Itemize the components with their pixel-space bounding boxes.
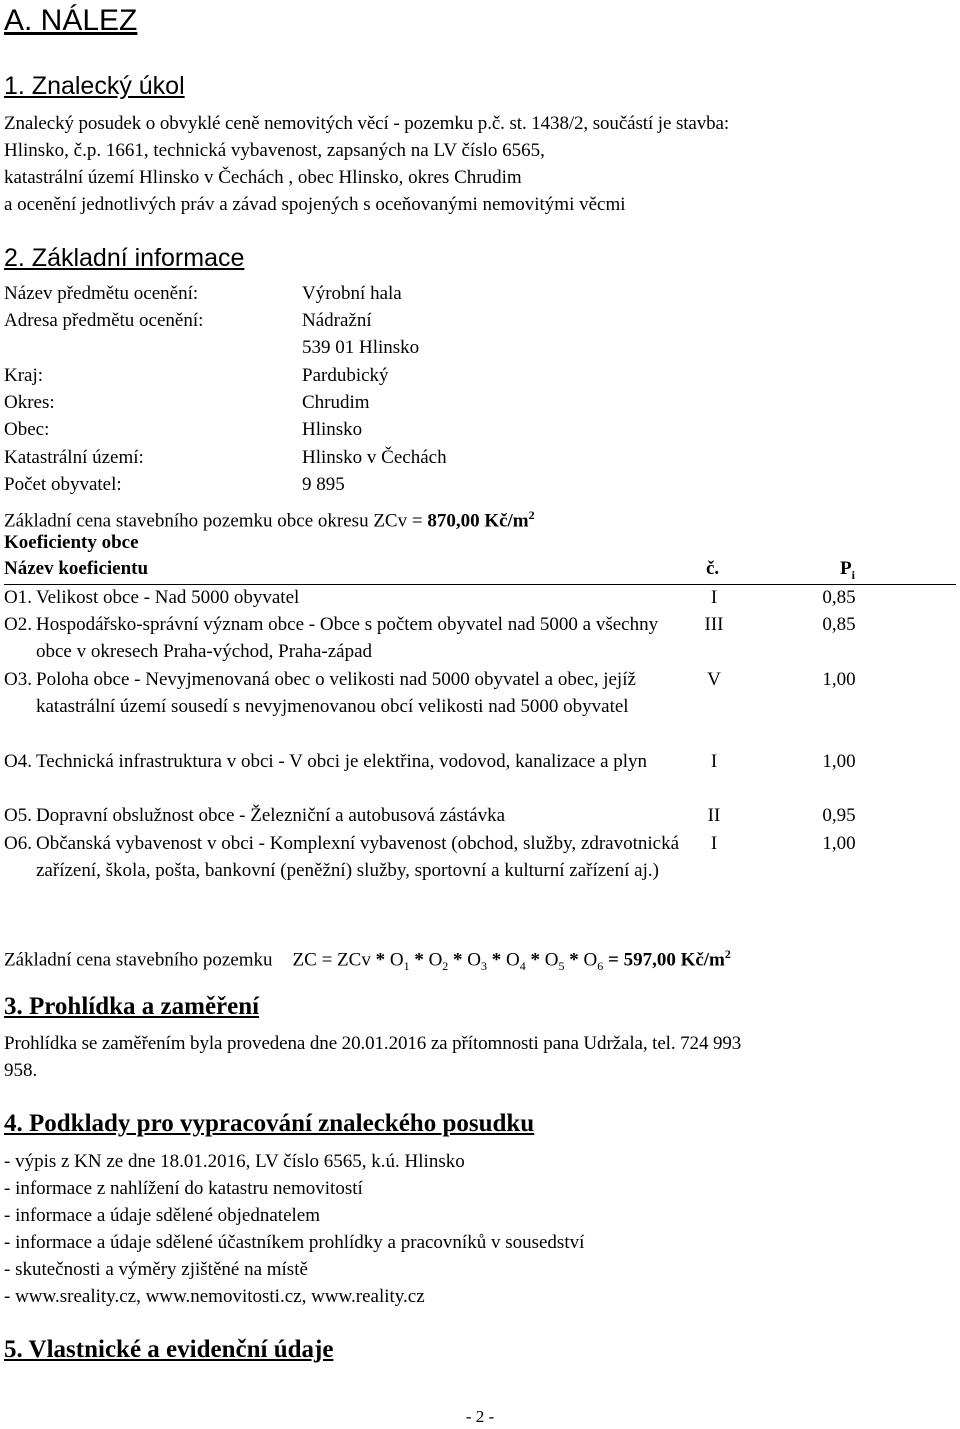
- coef-id: O6.: [4, 833, 32, 854]
- coef-value: 0,85: [822, 587, 856, 608]
- s2-title: 2. Základní informace: [4, 244, 245, 272]
- zc-sup: 2: [724, 947, 731, 961]
- field-label-ku: Katastrální území:: [4, 447, 144, 468]
- coef-text: Poloha obce - Nevyjmenovaná obec o velikosti nad 5000 obyvatel a obec, jejíž katastrální území sousedí s nevyjmenovanou obcí velikosti nad 5000 obyvatel: [36, 669, 636, 717]
- field-label-kraj: Kraj:: [4, 365, 44, 386]
- s3-line-2: 958.: [4, 1060, 38, 1081]
- s1-line-4: a ocenění jednotlivých práv a závad spojených s oceňovanými nemovitými věcmi: [4, 194, 626, 215]
- coef-id: O3.: [4, 669, 32, 690]
- field-value-nazev: Výrobní hala: [302, 283, 402, 304]
- s3-line-1: Prohlídka se zaměřením byla provedena dne 20.01.2016 za přítomnosti pana Udržala, tel. 724 993: [4, 1033, 742, 1054]
- section-a-title: A. NÁLEZ: [4, 4, 138, 37]
- field-label-obec: Obec:: [4, 419, 50, 440]
- field-value-obec: Hlinsko: [302, 419, 363, 440]
- field-label-obyvatel: Počet obyvatel:: [4, 474, 122, 495]
- field-value-ku: Hlinsko v Čechách: [302, 447, 447, 468]
- col-c-header: č.: [706, 558, 720, 579]
- coef-class: I: [710, 751, 718, 772]
- coef-value: 0,85: [822, 614, 856, 635]
- source-item: - informace a údaje sdělené objednatelem: [4, 1205, 320, 1226]
- s4-title: 4. Podklady pro vypracování znaleckého posudku: [4, 1110, 535, 1137]
- page-number: - 2 -: [465, 1407, 495, 1426]
- s1-line-3: katastrální území Hlinsko v Čechách , obec Hlinsko, okres Chrudim: [4, 167, 522, 188]
- source-item: - výpis z KN ze dne 18.01.2016, LV číslo 6565, k.ú. Hlinsko: [4, 1151, 465, 1172]
- s5-title: 5. Vlastnické a evidenční údaje: [4, 1336, 334, 1363]
- coef-id: O4.: [4, 751, 32, 772]
- field-value-psc: 539 01 Hlinsko: [302, 337, 420, 358]
- s3-title: 3. Prohlídka a zaměření: [4, 993, 260, 1020]
- field-value-okres: Chrudim: [302, 392, 370, 413]
- zcv-sup: 2: [528, 508, 535, 522]
- zc-formula-start: ZC = ZCv: [292, 949, 371, 971]
- source-item: - skutečnosti a výměry zjištěné na místě: [4, 1259, 308, 1280]
- field-value-kraj: Pardubický: [302, 365, 389, 386]
- coef-class: III: [704, 614, 724, 635]
- zc-formula-line: Základní cena stavebního pozemku ZC = ZCv * $O_1 * O_2 * O_3 * O_4 * O_5 * O_6 = 597,00$ $Kč/m^2$: [4, 947, 731, 974]
- coef-class: II: [707, 805, 721, 826]
- coef-class: I: [710, 587, 718, 608]
- s1-line-1: Znalecký posudek o obvyklé ceně nemovitých věcí - pozemku p.č. st. 1438/2, součástí je stavba:: [4, 113, 730, 134]
- source-item: - informace a údaje sdělené účastníkem prohlídky a pracovníků v sousedství: [4, 1232, 585, 1253]
- field-value-adresa: Nádražní: [302, 310, 372, 331]
- coef-id: O1.: [4, 587, 32, 608]
- coef-text: Hospodářsko-správní význam obce - Obce s počtem obyvatel nad 5000 a všechny obce v okresech Praha-východ, Praha-západ: [36, 614, 659, 662]
- field-label-okres: Okres:: [4, 392, 55, 413]
- col-p-header: $P_i$: [840, 558, 855, 582]
- source-item: - www.sreality.cz, www.nemovitosti.cz, www.reality.cz: [4, 1286, 425, 1307]
- coef-id: O2.: [4, 614, 32, 635]
- zcv-value: 870,00 Kč/m: [427, 510, 529, 532]
- coef-text: Velikost obce - Nad 5000 obyvatel: [36, 587, 300, 608]
- coef-table-header: [4, 560, 956, 585]
- field-value-obyvatel: 9 895: [302, 474, 345, 495]
- coef-value: 1,00: [822, 669, 856, 690]
- zc-label: Základní cena stavebního pozemku: [4, 949, 273, 971]
- coef-text: Dopravní obslužnost obce - Železniční a autobusová zástávka: [36, 805, 506, 826]
- field-label-adresa: Adresa předmětu ocenění:: [4, 310, 204, 331]
- coef-class: V: [707, 669, 721, 690]
- coef-value: 1,00: [822, 833, 856, 854]
- coef-class: I: [710, 833, 718, 854]
- coef-text: Technická infrastruktura v obci - V obci je elektřina, vodovod, kanalizace a plyn: [36, 751, 648, 772]
- zc-result: 597,00 Kč/m: [623, 949, 725, 971]
- coef-value: 1,00: [822, 751, 856, 772]
- coef-value: 0,95: [822, 805, 856, 826]
- s1-line-2: Hlinsko, č.p. 1661, technická vybavenost, zapsaných na LV číslo 6565,: [4, 140, 545, 161]
- source-item: - informace z nahlížení do katastru nemovitostí: [4, 1178, 363, 1199]
- coef-text: Občanská vybavenost v obci - Komplexní vybavenost (obchod, služby, zdravotnická zařízení, škola, pošta, bankovní (peněžní) služby, sportovní a kulturní zařízení aj.): [36, 833, 680, 881]
- coef-id: O5.: [4, 805, 32, 826]
- s1-title: 1. Znalecký úkol: [4, 72, 185, 100]
- col-name-header: Název koeficientu: [4, 558, 149, 579]
- koef-title: Koeficienty obce: [4, 532, 139, 553]
- field-label-nazev: Název předmětu ocenění:: [4, 283, 199, 304]
- zcv-text: Základní cena stavebního pozemku obce okresu ZCv =: [4, 510, 428, 532]
